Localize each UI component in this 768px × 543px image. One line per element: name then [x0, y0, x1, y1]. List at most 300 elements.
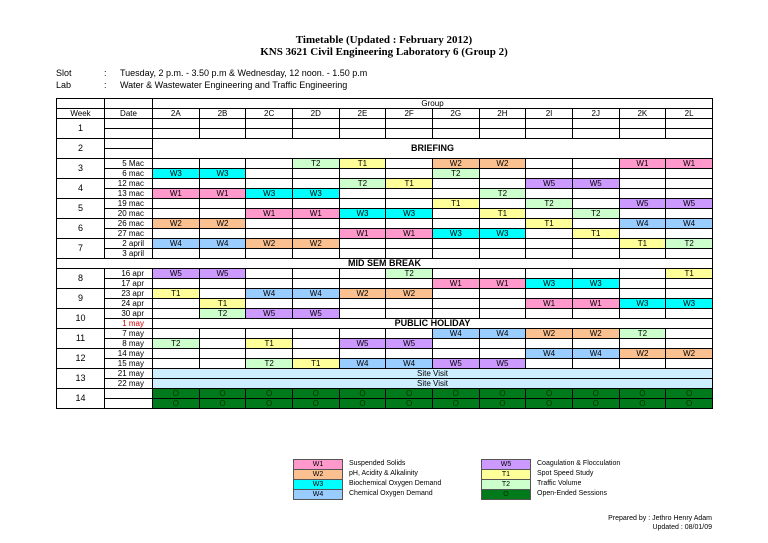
table-row	[57, 299, 713, 309]
session-cell	[572, 189, 619, 199]
legend-swatch: O	[481, 489, 531, 500]
session-cell: T2	[153, 339, 200, 349]
session-cell	[292, 349, 339, 359]
session-cell: T2	[479, 189, 526, 199]
session-cell: W4	[339, 359, 386, 369]
session-cell	[153, 309, 200, 319]
date-cell: 16 apr	[105, 269, 153, 279]
legend-label: pH, Acidity & Alkalinity	[349, 470, 418, 477]
session-cell: W1	[386, 229, 433, 239]
session-cell: O	[292, 399, 339, 409]
session-cell	[246, 349, 293, 359]
session-cell: O	[572, 389, 619, 399]
session-cell	[292, 329, 339, 339]
session-cell	[153, 209, 200, 219]
date-cell: 8 may	[105, 339, 153, 349]
slot-value: Tuesday, 2 p.m. - 3.50 p.m & Wednesday, 12 noon. - 1.50 p.m	[120, 68, 368, 78]
session-cell	[479, 169, 526, 179]
session-cell: O	[199, 399, 246, 409]
session-cell: W4	[619, 219, 666, 229]
session-cell	[619, 269, 666, 279]
group-column-header: 2E	[339, 109, 386, 119]
group-column-header: 2J	[572, 109, 619, 119]
session-cell: W5	[432, 359, 479, 369]
session-cell	[246, 159, 293, 169]
session-cell: W5	[246, 309, 293, 319]
session-cell	[666, 229, 713, 239]
session-cell: W2	[153, 219, 200, 229]
session-cell: W1	[153, 189, 200, 199]
date-cell: 15 may	[105, 359, 153, 369]
session-cell: T1	[432, 199, 479, 209]
session-cell	[386, 169, 433, 179]
session-cell	[292, 179, 339, 189]
session-cell	[432, 289, 479, 299]
session-cell: T1	[292, 359, 339, 369]
session-cell	[339, 279, 386, 289]
session-cell	[526, 129, 573, 139]
session-cell	[479, 129, 526, 139]
session-cell	[619, 129, 666, 139]
session-cell	[572, 289, 619, 299]
session-cell	[199, 159, 246, 169]
table-row	[57, 219, 713, 229]
session-cell: T2	[339, 179, 386, 189]
session-cell: O	[666, 389, 713, 399]
session-cell: O	[526, 399, 573, 409]
session-cell	[666, 249, 713, 259]
mid-sem-break-banner: MID SEM BREAK	[57, 259, 713, 269]
session-cell	[432, 249, 479, 259]
session-cell	[292, 199, 339, 209]
session-cell	[572, 359, 619, 369]
date-cell	[105, 129, 153, 139]
table-row	[57, 309, 713, 319]
date-cell: 3 april	[105, 249, 153, 259]
table-row	[57, 249, 713, 259]
session-cell	[666, 179, 713, 189]
session-cell: W4	[292, 289, 339, 299]
session-cell	[432, 239, 479, 249]
session-cell: W5	[526, 179, 573, 189]
session-cell: T1	[479, 209, 526, 219]
session-cell: W5	[292, 309, 339, 319]
session-cell	[619, 359, 666, 369]
table-row	[57, 389, 713, 399]
session-cell	[339, 119, 386, 129]
session-cell	[339, 349, 386, 359]
session-cell	[246, 199, 293, 209]
session-cell	[526, 169, 573, 179]
session-cell	[246, 219, 293, 229]
table-row	[57, 199, 713, 209]
session-cell	[619, 279, 666, 289]
session-cell: W4	[432, 329, 479, 339]
session-cell	[386, 299, 433, 309]
session-cell	[153, 229, 200, 239]
session-cell: W5	[199, 269, 246, 279]
session-cell	[619, 209, 666, 219]
session-cell: W2	[666, 349, 713, 359]
group-column-header: 2I	[526, 109, 573, 119]
session-cell: T1	[666, 269, 713, 279]
session-cell: W1	[292, 209, 339, 219]
session-cell	[153, 299, 200, 309]
session-cell	[386, 159, 433, 169]
date-cell: 19 mac	[105, 199, 153, 209]
group-column-header: 2D	[292, 109, 339, 119]
session-cell	[666, 209, 713, 219]
table-row	[57, 179, 713, 189]
session-cell	[339, 129, 386, 139]
legend-swatch: W5	[481, 459, 531, 470]
date-cell: 23 apr	[105, 289, 153, 299]
legend-label: Chemical Oxygen Demand	[349, 490, 433, 497]
group-column-header: 2B	[199, 109, 246, 119]
session-cell	[432, 299, 479, 309]
table-row	[57, 189, 713, 199]
session-cell	[246, 249, 293, 259]
session-cell	[199, 179, 246, 189]
session-cell	[339, 269, 386, 279]
date-cell: 1 may	[105, 319, 153, 329]
session-cell	[432, 179, 479, 189]
session-cell	[246, 229, 293, 239]
session-cell: W1	[526, 299, 573, 309]
session-cell: T2	[572, 209, 619, 219]
session-cell	[619, 189, 666, 199]
session-cell	[666, 329, 713, 339]
legend-label: Suspended Solids	[349, 460, 406, 467]
session-cell	[619, 249, 666, 259]
session-cell: W4	[246, 289, 293, 299]
session-cell: O	[339, 399, 386, 409]
session-cell	[386, 329, 433, 339]
session-cell	[479, 299, 526, 309]
session-cell: W5	[386, 339, 433, 349]
session-cell	[339, 199, 386, 209]
session-cell	[432, 119, 479, 129]
header-blank	[105, 99, 153, 109]
date-cell: 7 may	[105, 329, 153, 339]
session-cell	[619, 169, 666, 179]
session-cell	[199, 329, 246, 339]
date-cell: 30 apr	[105, 309, 153, 319]
session-cell	[432, 209, 479, 219]
week-number: 2	[57, 139, 105, 159]
session-cell	[199, 209, 246, 219]
session-cell	[526, 249, 573, 259]
session-cell	[153, 279, 200, 289]
date-cell: 26 mac	[105, 219, 153, 229]
session-cell: T1	[339, 159, 386, 169]
session-cell	[199, 199, 246, 209]
session-cell	[246, 179, 293, 189]
timetable-grid	[56, 98, 713, 409]
session-cell: W3	[199, 169, 246, 179]
legend-swatch: W3	[293, 479, 343, 490]
session-cell	[339, 249, 386, 259]
week-number: 12	[57, 349, 105, 369]
session-cell: O	[386, 389, 433, 399]
session-cell	[339, 329, 386, 339]
session-cell	[666, 189, 713, 199]
session-cell: W3	[619, 299, 666, 309]
session-cell	[292, 219, 339, 229]
week-number: 8	[57, 269, 105, 289]
session-cell	[199, 129, 246, 139]
session-cell: W1	[246, 209, 293, 219]
session-cell: O	[619, 389, 666, 399]
session-cell: T2	[666, 239, 713, 249]
date-cell: 12 mac	[105, 179, 153, 189]
lab-value: Water & Wastewater Engineering and Traffic Engineering	[120, 80, 348, 90]
session-cell	[199, 249, 246, 259]
session-cell: O	[246, 399, 293, 409]
session-cell: T2	[619, 329, 666, 339]
session-cell	[619, 309, 666, 319]
table-row	[57, 329, 713, 339]
session-cell: W4	[572, 349, 619, 359]
group-column-header: 2K	[619, 109, 666, 119]
legend-label: Open-Ended Sessions	[537, 490, 608, 497]
week-header: Week	[57, 109, 105, 119]
session-cell	[572, 239, 619, 249]
session-cell	[479, 179, 526, 189]
session-cell: W2	[386, 289, 433, 299]
date-cell: 24 apr	[105, 299, 153, 309]
week-number: 5	[57, 199, 105, 219]
session-cell: T1	[153, 289, 200, 299]
session-cell	[386, 219, 433, 229]
legend-label: Biochemical Oxygen Demand	[349, 480, 442, 487]
session-cell	[292, 229, 339, 239]
session-cell	[432, 349, 479, 359]
session-cell	[526, 189, 573, 199]
session-cell	[292, 119, 339, 129]
week-number: 10	[57, 309, 105, 329]
session-cell: W2	[339, 289, 386, 299]
session-cell	[246, 329, 293, 339]
date-cell	[105, 119, 153, 129]
table-row	[57, 279, 713, 289]
group-column-header: 2G	[432, 109, 479, 119]
week-number: 11	[57, 329, 105, 349]
session-cell	[153, 349, 200, 359]
date-cell	[105, 149, 153, 159]
site-visit-cell: Site Visit	[153, 369, 713, 379]
date-cell: 22 may	[105, 379, 153, 389]
session-cell: T2	[386, 269, 433, 279]
group-column-header: 2H	[479, 109, 526, 119]
session-cell: W1	[572, 299, 619, 309]
session-cell	[432, 269, 479, 279]
date-cell: 2 april	[105, 239, 153, 249]
session-cell	[153, 359, 200, 369]
session-cell	[572, 169, 619, 179]
session-cell	[526, 269, 573, 279]
group-column-header: 2L	[666, 109, 713, 119]
session-cell: W3	[246, 189, 293, 199]
slot-colon: :	[104, 68, 107, 78]
session-cell	[292, 169, 339, 179]
session-cell: W3	[386, 209, 433, 219]
session-cell: W1	[666, 159, 713, 169]
date-cell: 21 may	[105, 369, 153, 379]
session-cell: T2	[432, 169, 479, 179]
session-cell	[339, 169, 386, 179]
legend-label: Coagulation & Flocculation	[537, 460, 621, 467]
session-cell	[526, 289, 573, 299]
session-cell: T1	[619, 239, 666, 249]
session-cell: W4	[199, 239, 246, 249]
session-cell: O	[479, 389, 526, 399]
session-cell: T1	[246, 339, 293, 349]
session-cell	[199, 229, 246, 239]
session-cell	[386, 279, 433, 289]
session-cell	[432, 219, 479, 229]
session-cell	[153, 179, 200, 189]
session-cell	[479, 269, 526, 279]
session-cell	[666, 119, 713, 129]
session-cell	[246, 169, 293, 179]
session-cell	[526, 309, 573, 319]
legend-label: Spot Speed Study	[537, 470, 594, 477]
session-cell: W2	[526, 329, 573, 339]
legend-label: Traffic Volume	[537, 480, 582, 487]
week-number: 14	[57, 389, 105, 409]
updated-date: Updated : 08/01/09	[652, 524, 712, 531]
session-cell	[153, 199, 200, 209]
session-cell: T1	[572, 229, 619, 239]
session-cell: W3	[666, 299, 713, 309]
session-cell	[479, 349, 526, 359]
table-row	[57, 339, 713, 349]
session-cell: W5	[339, 339, 386, 349]
session-cell	[386, 349, 433, 359]
session-cell	[292, 299, 339, 309]
session-cell	[386, 199, 433, 209]
date-cell: 13 mac	[105, 189, 153, 199]
session-cell	[526, 339, 573, 349]
session-cell	[153, 159, 200, 169]
group-column-header: 2C	[246, 109, 293, 119]
session-cell	[153, 249, 200, 259]
session-cell: W1	[199, 189, 246, 199]
session-cell	[666, 359, 713, 369]
date-cell	[105, 399, 153, 409]
session-cell	[292, 129, 339, 139]
session-cell: W1	[619, 159, 666, 169]
title-line-1: Timetable (Updated : February 2012)	[295, 34, 473, 46]
session-cell: O	[339, 389, 386, 399]
lab-colon: :	[104, 80, 107, 90]
date-cell: 5 Mac	[105, 159, 153, 169]
session-cell	[432, 339, 479, 349]
session-cell: W4	[666, 219, 713, 229]
session-cell: W5	[153, 269, 200, 279]
date-cell: 17 apr	[105, 279, 153, 289]
session-cell	[153, 129, 200, 139]
session-cell	[432, 309, 479, 319]
session-cell: W1	[432, 279, 479, 289]
session-cell: O	[666, 399, 713, 409]
legend-swatch: W1	[293, 459, 343, 470]
session-cell	[386, 309, 433, 319]
title-line-2: KNS 3621 Civil Engineering Laboratory 6 (Group 2)	[260, 46, 508, 58]
session-cell	[292, 339, 339, 349]
prepared-by: Prepared by : Jethro Henry Adam	[608, 515, 712, 522]
session-cell: O	[619, 399, 666, 409]
session-cell	[572, 309, 619, 319]
session-cell: O	[153, 399, 200, 409]
session-cell	[339, 239, 386, 249]
date-cell	[105, 139, 153, 149]
lab-label: Lab	[56, 80, 72, 90]
session-cell: T2	[246, 359, 293, 369]
session-cell	[386, 119, 433, 129]
date-header: Date	[105, 109, 153, 119]
session-cell: O	[199, 389, 246, 399]
session-cell	[666, 129, 713, 139]
session-cell: W2	[432, 159, 479, 169]
legend-swatch: T1	[481, 469, 531, 480]
session-cell	[199, 359, 246, 369]
legend-swatch: W4	[293, 489, 343, 500]
session-cell	[292, 279, 339, 289]
table-row	[57, 349, 713, 359]
session-cell	[386, 249, 433, 259]
session-cell	[199, 119, 246, 129]
session-cell: O	[386, 399, 433, 409]
session-cell: O	[432, 389, 479, 399]
session-cell	[479, 339, 526, 349]
session-cell: O	[526, 389, 573, 399]
session-cell: W3	[526, 279, 573, 289]
session-cell	[572, 199, 619, 209]
session-cell: T1	[199, 299, 246, 309]
session-cell	[666, 169, 713, 179]
session-cell	[339, 299, 386, 309]
table-row	[57, 319, 713, 329]
session-cell	[292, 269, 339, 279]
session-cell: W4	[386, 359, 433, 369]
session-cell	[479, 219, 526, 229]
session-cell	[339, 189, 386, 199]
legend-swatch: T2	[481, 479, 531, 490]
session-cell: W5	[619, 199, 666, 209]
session-cell: W5	[666, 199, 713, 209]
session-cell	[526, 119, 573, 129]
session-cell	[479, 289, 526, 299]
session-cell	[666, 279, 713, 289]
session-cell	[572, 249, 619, 259]
session-cell	[153, 119, 200, 129]
session-cell: O	[572, 399, 619, 409]
session-cell: W3	[153, 169, 200, 179]
date-cell: 14 may	[105, 349, 153, 359]
group-column-header: 2A	[153, 109, 200, 119]
session-cell	[246, 299, 293, 309]
date-cell: 20 mac	[105, 209, 153, 219]
session-cell: T2	[526, 199, 573, 209]
session-cell	[572, 339, 619, 349]
session-cell	[153, 329, 200, 339]
session-cell	[526, 229, 573, 239]
briefing-banner: BRIEFING	[153, 139, 713, 159]
session-cell	[572, 119, 619, 129]
session-cell	[432, 129, 479, 139]
